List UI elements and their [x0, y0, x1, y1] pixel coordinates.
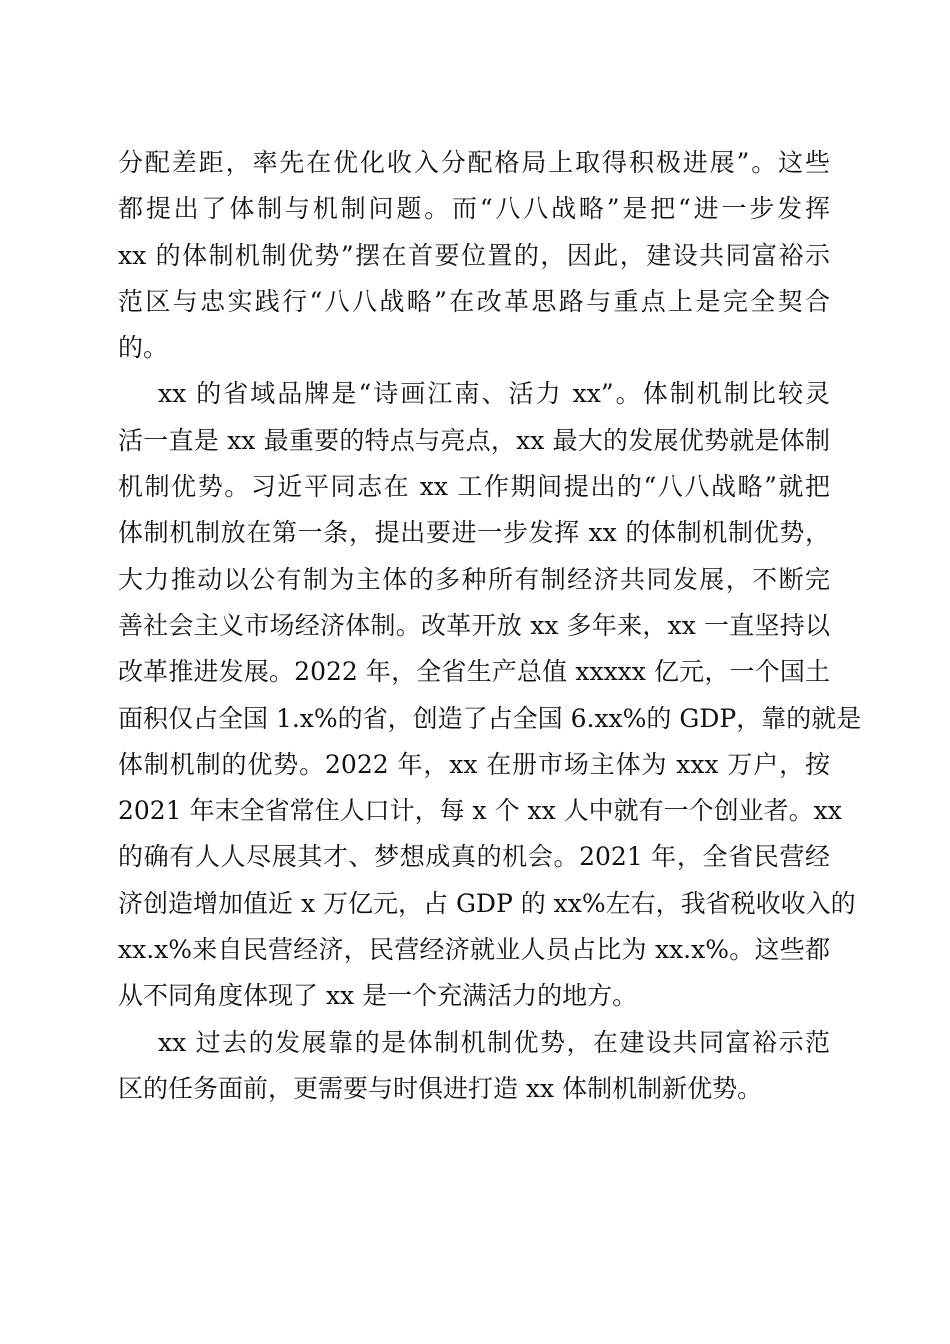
- text-line: 分配差距，率先在优化收入分配格局上取得积极进展”。这些: [118, 148, 830, 177]
- text-line: 都提出了体制与机制问题。而“八八战略”是把“进一步发挥: [118, 194, 830, 224]
- text-line: 活一直是 xx 最重要的特点与亮点，xx 最大的发展优势就是体制: [118, 425, 830, 455]
- text-line: 体制机制的优势。2022 年，xx 在册市场主体为 xxx 万户，按: [118, 749, 830, 779]
- paragraph-3: [118, 1020, 830, 1113]
- text-line: 大力推动以公有制为主体的多种所有制经济共同发展，不断完: [118, 564, 830, 594]
- text-line: 区的任务面前，更需要与时俱进打造 xx 体制机制新优势。: [118, 1073, 763, 1103]
- text-line: 济创造增加值近 x 万亿元，占 GDP 的 xx%左右，我省税收收入的: [118, 888, 856, 918]
- text-line: xx 的体制机制优势”摆在首要位置的，因此，建设共同富裕示: [118, 240, 830, 270]
- text-line: 机制优势。习近平同志在 xx 工作期间提出的“八八战略”就把: [118, 472, 830, 502]
- text-line: 的。: [118, 333, 169, 363]
- text-line: 善社会主义市场经济体制。改革开放 xx 多年来，xx 一直坚持以: [118, 610, 830, 640]
- paragraph-1: [118, 140, 830, 371]
- text-line: 改革推进发展。2022 年，全省生产总值 xxxxx 亿元，一个国土: [118, 657, 830, 687]
- text-line: xx.x%来自民营经济，民营经济就业人员占比为 xx.x%。这些都: [118, 935, 830, 965]
- text-line: 从不同角度体现了 xx 是一个充满活力的地方。: [118, 981, 638, 1011]
- text-line: xx 的省域品牌是“诗画江南、活力 xx”。体制机制比较灵: [158, 379, 830, 409]
- paragraph-2: [118, 371, 862, 1019]
- text-line: xx 过去的发展靠的是体制机制优势，在建设共同富裕示范: [158, 1027, 830, 1057]
- text-line: 面积仅占全国 1.x%的省，创造了占全国 6.xx%的 GDP，靠的就是: [118, 703, 862, 733]
- text-line: 范区与忠实践行“八八战略”在改革思路与重点上是完全契合: [118, 286, 830, 316]
- text-line: 体制机制放在第一条，提出要进一步发挥 xx 的体制机制优势，: [118, 518, 830, 548]
- body-text: [118, 140, 862, 1112]
- text-line: 2021 年末全省常住人口计，每 x 个 xx 人中就有一个创业者。xx: [118, 796, 842, 826]
- text-line: 的确有人人尽展其才、梦想成真的机会。2021 年，全省民营经: [118, 842, 830, 872]
